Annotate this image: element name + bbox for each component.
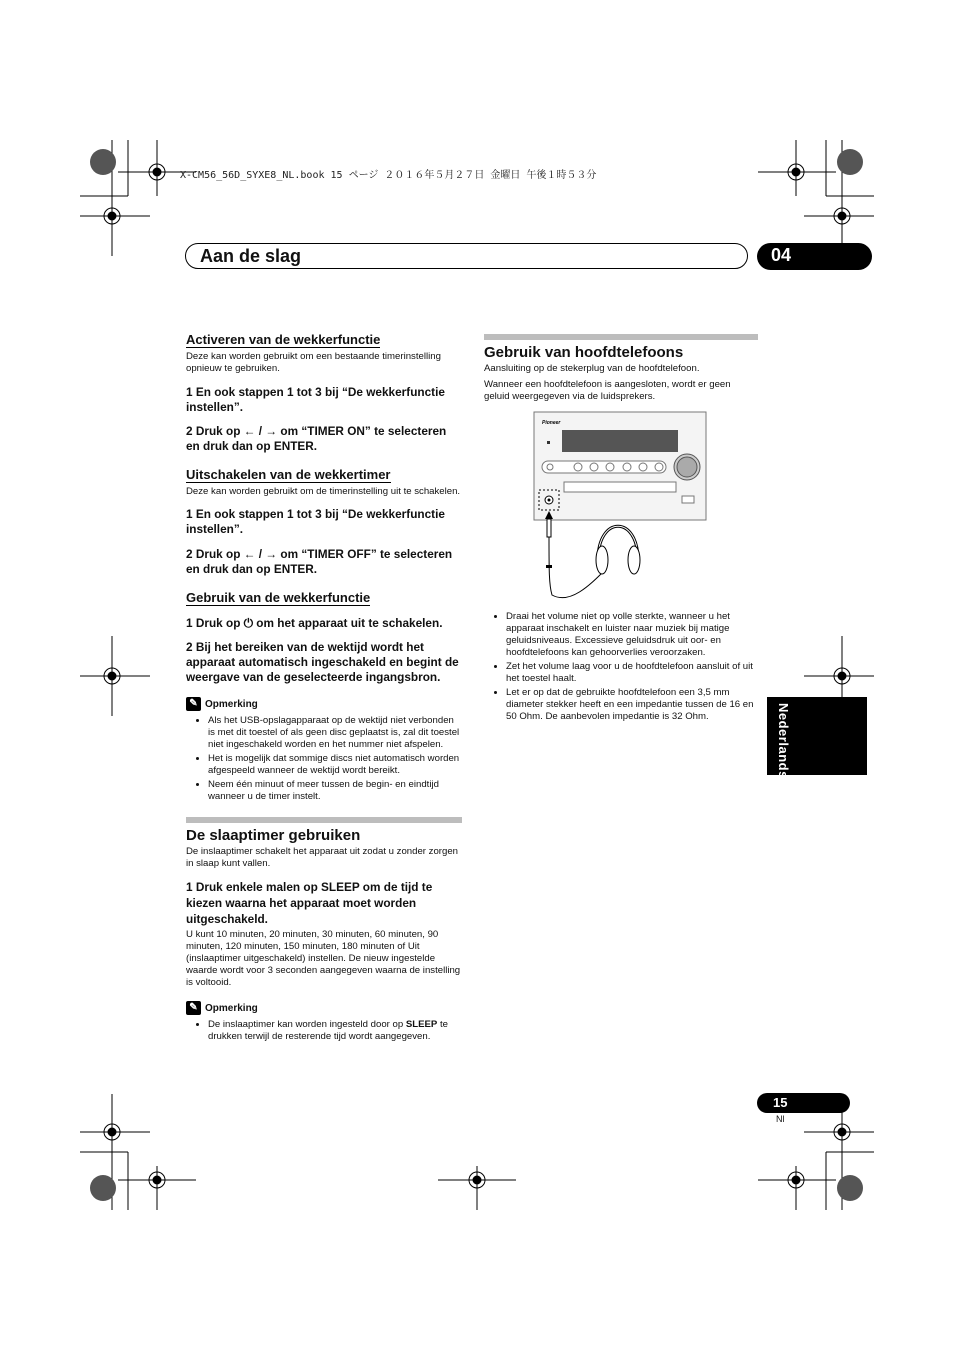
page-number: 15 — [773, 1095, 788, 1110]
section-divider — [186, 817, 462, 823]
language-tab-label: Nederlands — [776, 703, 791, 779]
page-title: Aan de slag — [200, 246, 302, 266]
step: 2 Druk op ← / → om “TIMER ON” te selecteren en druk dan op ENTER. — [186, 424, 447, 453]
warning-item: • Let er op dat de gebruikte hoofdtelefoon een 3,5 mm diameter stekker heeft en een impedantie tussen de 16 en 50 Ohm. De aanbevolen impedantie is 32 Ohm. — [506, 687, 758, 723]
section-heading: Uitschakelen van de wekkertimer — [186, 467, 391, 482]
right-column — [484, 334, 758, 403]
step: 2 Bij het bereiken van de wektijd wordt het apparaat automatisch ingeschakeld en begint de weergave van de geselecteerde ingangsbron. — [186, 640, 459, 684]
section-intro: Aansluiting op de stekerplug van de hoofdtelefoon. — [484, 363, 700, 374]
note-list — [186, 715, 462, 803]
section-intro: Deze kan worden gebruikt om een bestaande timerinstelling opnieuw te gebruiken. — [186, 351, 441, 374]
step: 1 Druk enkele malen op SLEEP om de tijd te kiezen waarna het apparaat moet worden uitgeschakeld. — [186, 880, 433, 926]
chapter-badge — [757, 243, 872, 270]
section-intro: De inslaaptimer schakelt het apparaat uit zodat u zonder zorgen in slaap kunt vallen. — [186, 846, 458, 869]
section-heading: De slaaptimer gebruiken — [186, 827, 361, 844]
section-body: Wanneer een hoofdtelefoon is aangesloten, wordt er geen geluid weergegeven via de luidsprekers. — [484, 379, 731, 402]
right-notes — [484, 607, 758, 725]
headphone-connection-illustration — [530, 410, 710, 610]
section-divider — [484, 334, 758, 340]
note-heading — [186, 697, 462, 711]
warning-item: • Draai het volume niet op volle sterkte, wanneer u het apparaat inschakelt en luister naar muziek bij matige geluidsniveaus. Excessieve geluidsdruk uit oor- en hoofdtelefoons kan gehoorverlies veroorzaken. — [506, 611, 758, 659]
step: 1 Druk op ⏻ om het apparaat uit te schakelen. — [186, 616, 443, 630]
title-bar — [185, 243, 748, 269]
left-column — [186, 331, 462, 1045]
note-item: • Als het USB-opslagapparaat op de wektijd niet verbonden is met dit toestel of als geen disc geplaatst is, zal dit toestel niet ingeschakeld worden en het nummer niet afspelen. — [208, 715, 462, 751]
warning-item: • Zet het volume laag voor u de hoofdtelefoon aansluit of uit het toestel haalt. — [506, 661, 758, 685]
section-body: U kunt 10 minuten, 20 minuten, 30 minuten, 60 minuten, 90 minuten, 120 minuten, 150 minuten, 180 minuten of Uit (inslaaptimer uitgeschakeld) instellen. De nieuw ingestelde waarde wordt voor 3 seconden aangegeven waarna de instelling is voltooid. — [186, 929, 461, 988]
note-list — [186, 1019, 462, 1043]
section-heading: Gebruik van de wekkerfunctie — [186, 590, 371, 605]
device-brand-text: Pioneer — [542, 420, 561, 426]
step: 2 Druk op ← / → om “TIMER OFF” te selecteren en druk dan op ENTER. — [186, 547, 453, 576]
language-tab — [767, 697, 867, 779]
note-title: Opmerking — [205, 1002, 258, 1014]
warning-list — [484, 611, 758, 723]
chapter-number: 04 — [771, 245, 792, 265]
note-title: Opmerking — [205, 698, 258, 710]
step: 1 En ook stappen 1 tot 3 bij “De wekkerfunctie instellen”. — [186, 385, 445, 414]
page-language-code: Nl — [776, 1114, 785, 1124]
page-number-badge — [757, 1093, 850, 1113]
note-item: • De inslaaptimer kan worden ingesteld door op SLEEP te drukken terwijl de resterende tijd wordt aangegeven. — [208, 1019, 462, 1043]
note-icon: ✎ — [186, 1001, 201, 1015]
note-item: • Neem één minuut of meer tussen de begin- en eindtijd wanneer u de timer instelt. — [208, 779, 462, 803]
section-intro: Deze kan worden gebruikt om de timerinstelling uit te schakelen. — [186, 486, 461, 497]
note-heading — [186, 1001, 462, 1015]
note-icon: ✎ — [186, 697, 201, 711]
section-heading: Activeren van de wekkerfunctie — [186, 332, 381, 347]
section-heading: Gebruik van hoofdtelefoons — [484, 344, 684, 361]
step: 1 En ook stappen 1 tot 3 bij “De wekkerfunctie instellen”. — [186, 507, 445, 536]
print-header: X-CM56_56D_SYXE8_NL.book 15 ページ ２０１６年５月２７日 金曜日 午後１時５３分 — [180, 170, 597, 181]
note-item: • Het is mogelijk dat sommige discs niet automatisch worden afgespeeld wanneer de wektijd wordt bereikt. — [208, 753, 462, 777]
